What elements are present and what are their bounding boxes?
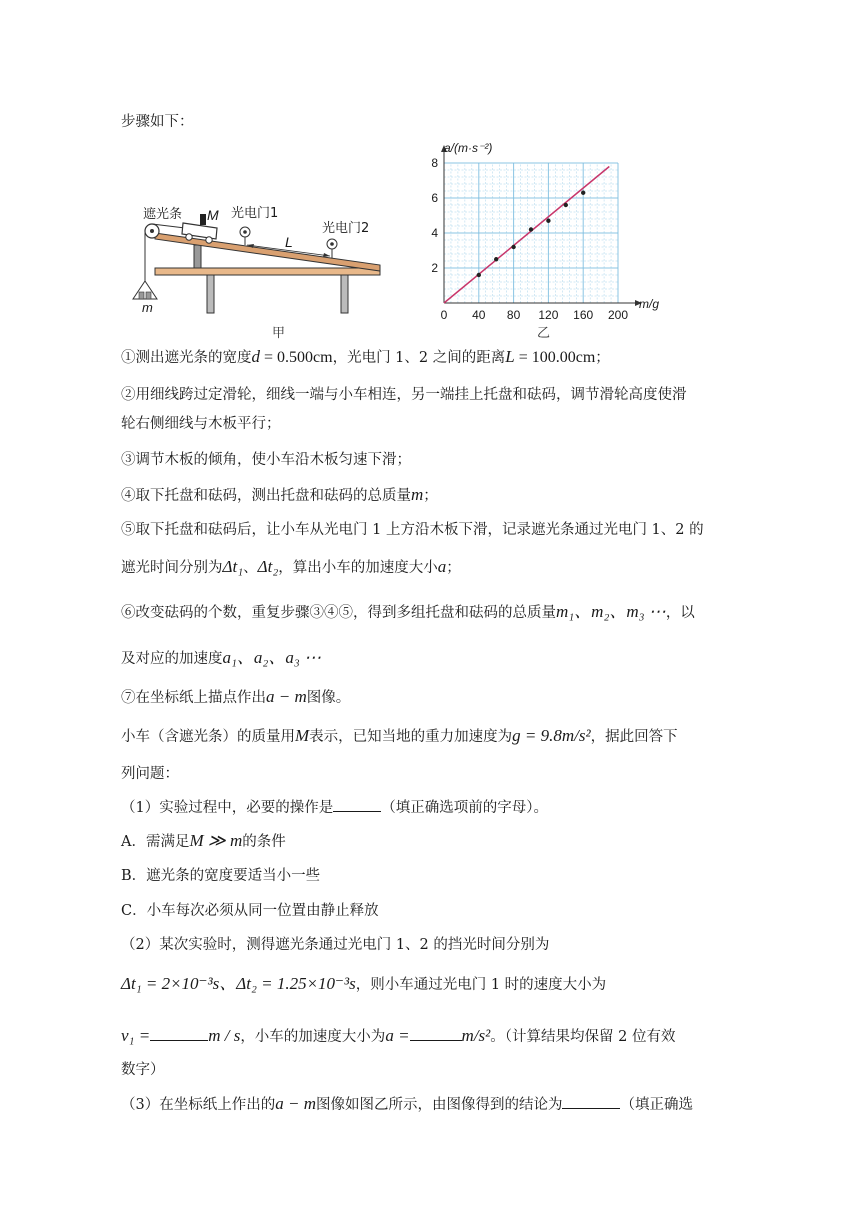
x-axis-label: m/g bbox=[639, 297, 660, 311]
y-tick-label: 4 bbox=[431, 226, 438, 240]
question-1: （1）实验过程中，必要的操作是 （填正确选项前的字母）。 bbox=[121, 800, 548, 816]
step-6-line2: 及对应的加速度a₁、a₂、a₃ ⋯ bbox=[121, 648, 321, 667]
label-gate2: 光电门2 bbox=[322, 221, 370, 236]
y-tick-label: 8 bbox=[431, 156, 438, 170]
data-point bbox=[546, 219, 550, 223]
step-2-line1: ②用细线跨过定滑轮，细线一端与小车相连，另一端挂上托盘和砝码，调节滑轮高度使滑 bbox=[121, 387, 687, 403]
option-a: A．需满足M ≫ m的条件 bbox=[121, 831, 286, 850]
data-point bbox=[581, 191, 585, 195]
fit-line bbox=[444, 167, 609, 304]
answer-blank-v1[interactable] bbox=[150, 1040, 208, 1041]
x-tick-label: 0 bbox=[440, 308, 448, 322]
question-2-times: Δt₁ = 2×10⁻³s、Δt₂ = 1.25×10⁻³s，则小车通过光电门 1 时的速度大小为 bbox=[121, 974, 607, 993]
answer-blank-1[interactable] bbox=[333, 811, 381, 812]
data-point bbox=[494, 257, 498, 261]
support-post bbox=[194, 245, 201, 268]
given-line1: 小车（含遮光条）的质量用M表示，已知当地的重力加速度为g = 9.8m/s²，据此回答下 bbox=[121, 726, 678, 745]
table-top bbox=[155, 268, 380, 275]
label-gate1: 光电门1 bbox=[231, 206, 279, 221]
data-point bbox=[511, 245, 515, 249]
answer-blank-3[interactable] bbox=[562, 1108, 620, 1109]
table-leg-left bbox=[207, 275, 214, 313]
x-tick-label: 200 bbox=[607, 308, 629, 322]
label-L: L bbox=[285, 234, 293, 250]
y-tick-label: 6 bbox=[431, 191, 438, 205]
option-b: B．遮光条的宽度要适当小一些 bbox=[121, 868, 321, 884]
option-c: C．小车每次必须从同一位置由静止释放 bbox=[121, 903, 379, 919]
x-tick-label: 40 bbox=[472, 308, 486, 322]
shading-strip bbox=[200, 214, 206, 225]
question-2-answers: v₁ = m / s，小车的加速度大小为a = m/s²。（计算结果均保留 2 位有效 bbox=[121, 1026, 676, 1045]
apparatus-figure bbox=[125, 195, 395, 325]
data-point bbox=[529, 227, 533, 231]
step-7: ⑦在坐标纸上描点作出a − m图像。 bbox=[121, 687, 351, 706]
step-3: ③调节木板的倾角，使小车沿木板匀速下滑； bbox=[121, 452, 411, 468]
given-line2: 列问题： bbox=[121, 766, 179, 782]
answer-blank-a[interactable] bbox=[410, 1040, 462, 1041]
step-1: ①测出遮光条的宽度d = 0.500cm，光电门 1、2 之间的距离L = 100.00cm； bbox=[121, 347, 610, 366]
y-tick-label: 2 bbox=[431, 261, 438, 275]
intro-text: 步骤如下： bbox=[121, 114, 194, 130]
step-6-line1: ⑥改变砝码的个数，重复步骤③④⑤，得到多组托盘和砝码的总质量m₁、m₂、m₃ ⋯，以 bbox=[121, 602, 695, 621]
question-3: （3）在坐标纸上作出的a − m图像如图乙所示，由图像得到的结论为 （填正确选 bbox=[121, 1094, 693, 1113]
step-2-line2: 轮右侧细线与木板平行； bbox=[121, 416, 281, 432]
data-point bbox=[477, 273, 481, 277]
label-M: M bbox=[207, 207, 219, 223]
label-zheguangtiao: 遮光条 bbox=[143, 207, 183, 222]
table-leg-right bbox=[341, 275, 348, 313]
figure-yi-caption: 乙 bbox=[537, 326, 551, 341]
data-point bbox=[564, 203, 568, 207]
a-m-chart bbox=[418, 136, 668, 324]
label-m: m bbox=[142, 300, 153, 315]
step-5-line2: 遮光时间分别为Δt₁、Δt₂，算出小车的加速度大小a； bbox=[121, 557, 461, 576]
question-2-note: 数字） bbox=[121, 1062, 165, 1078]
step-5-line1: ⑤取下托盘和砝码后，让小车从光电门 1 上方沿木板下滑，记录遮光条通过光电门 1、2 的 bbox=[121, 522, 704, 538]
weight-tray bbox=[133, 281, 157, 299]
figure-jia-caption: 甲 bbox=[272, 326, 286, 341]
x-tick-label: 160 bbox=[573, 308, 594, 322]
question-2-stem: （2）某次实验时，测得遮光条通过光电门 1、2 的挡光时间分别为 bbox=[121, 937, 550, 953]
x-tick-label: 80 bbox=[506, 308, 521, 322]
x-tick-label: 120 bbox=[538, 308, 559, 322]
y-axis-label: a/(m·s⁻²) bbox=[444, 141, 493, 155]
step-4: ④取下托盘和砝码，测出托盘和砝码的总质量m； bbox=[121, 485, 438, 504]
